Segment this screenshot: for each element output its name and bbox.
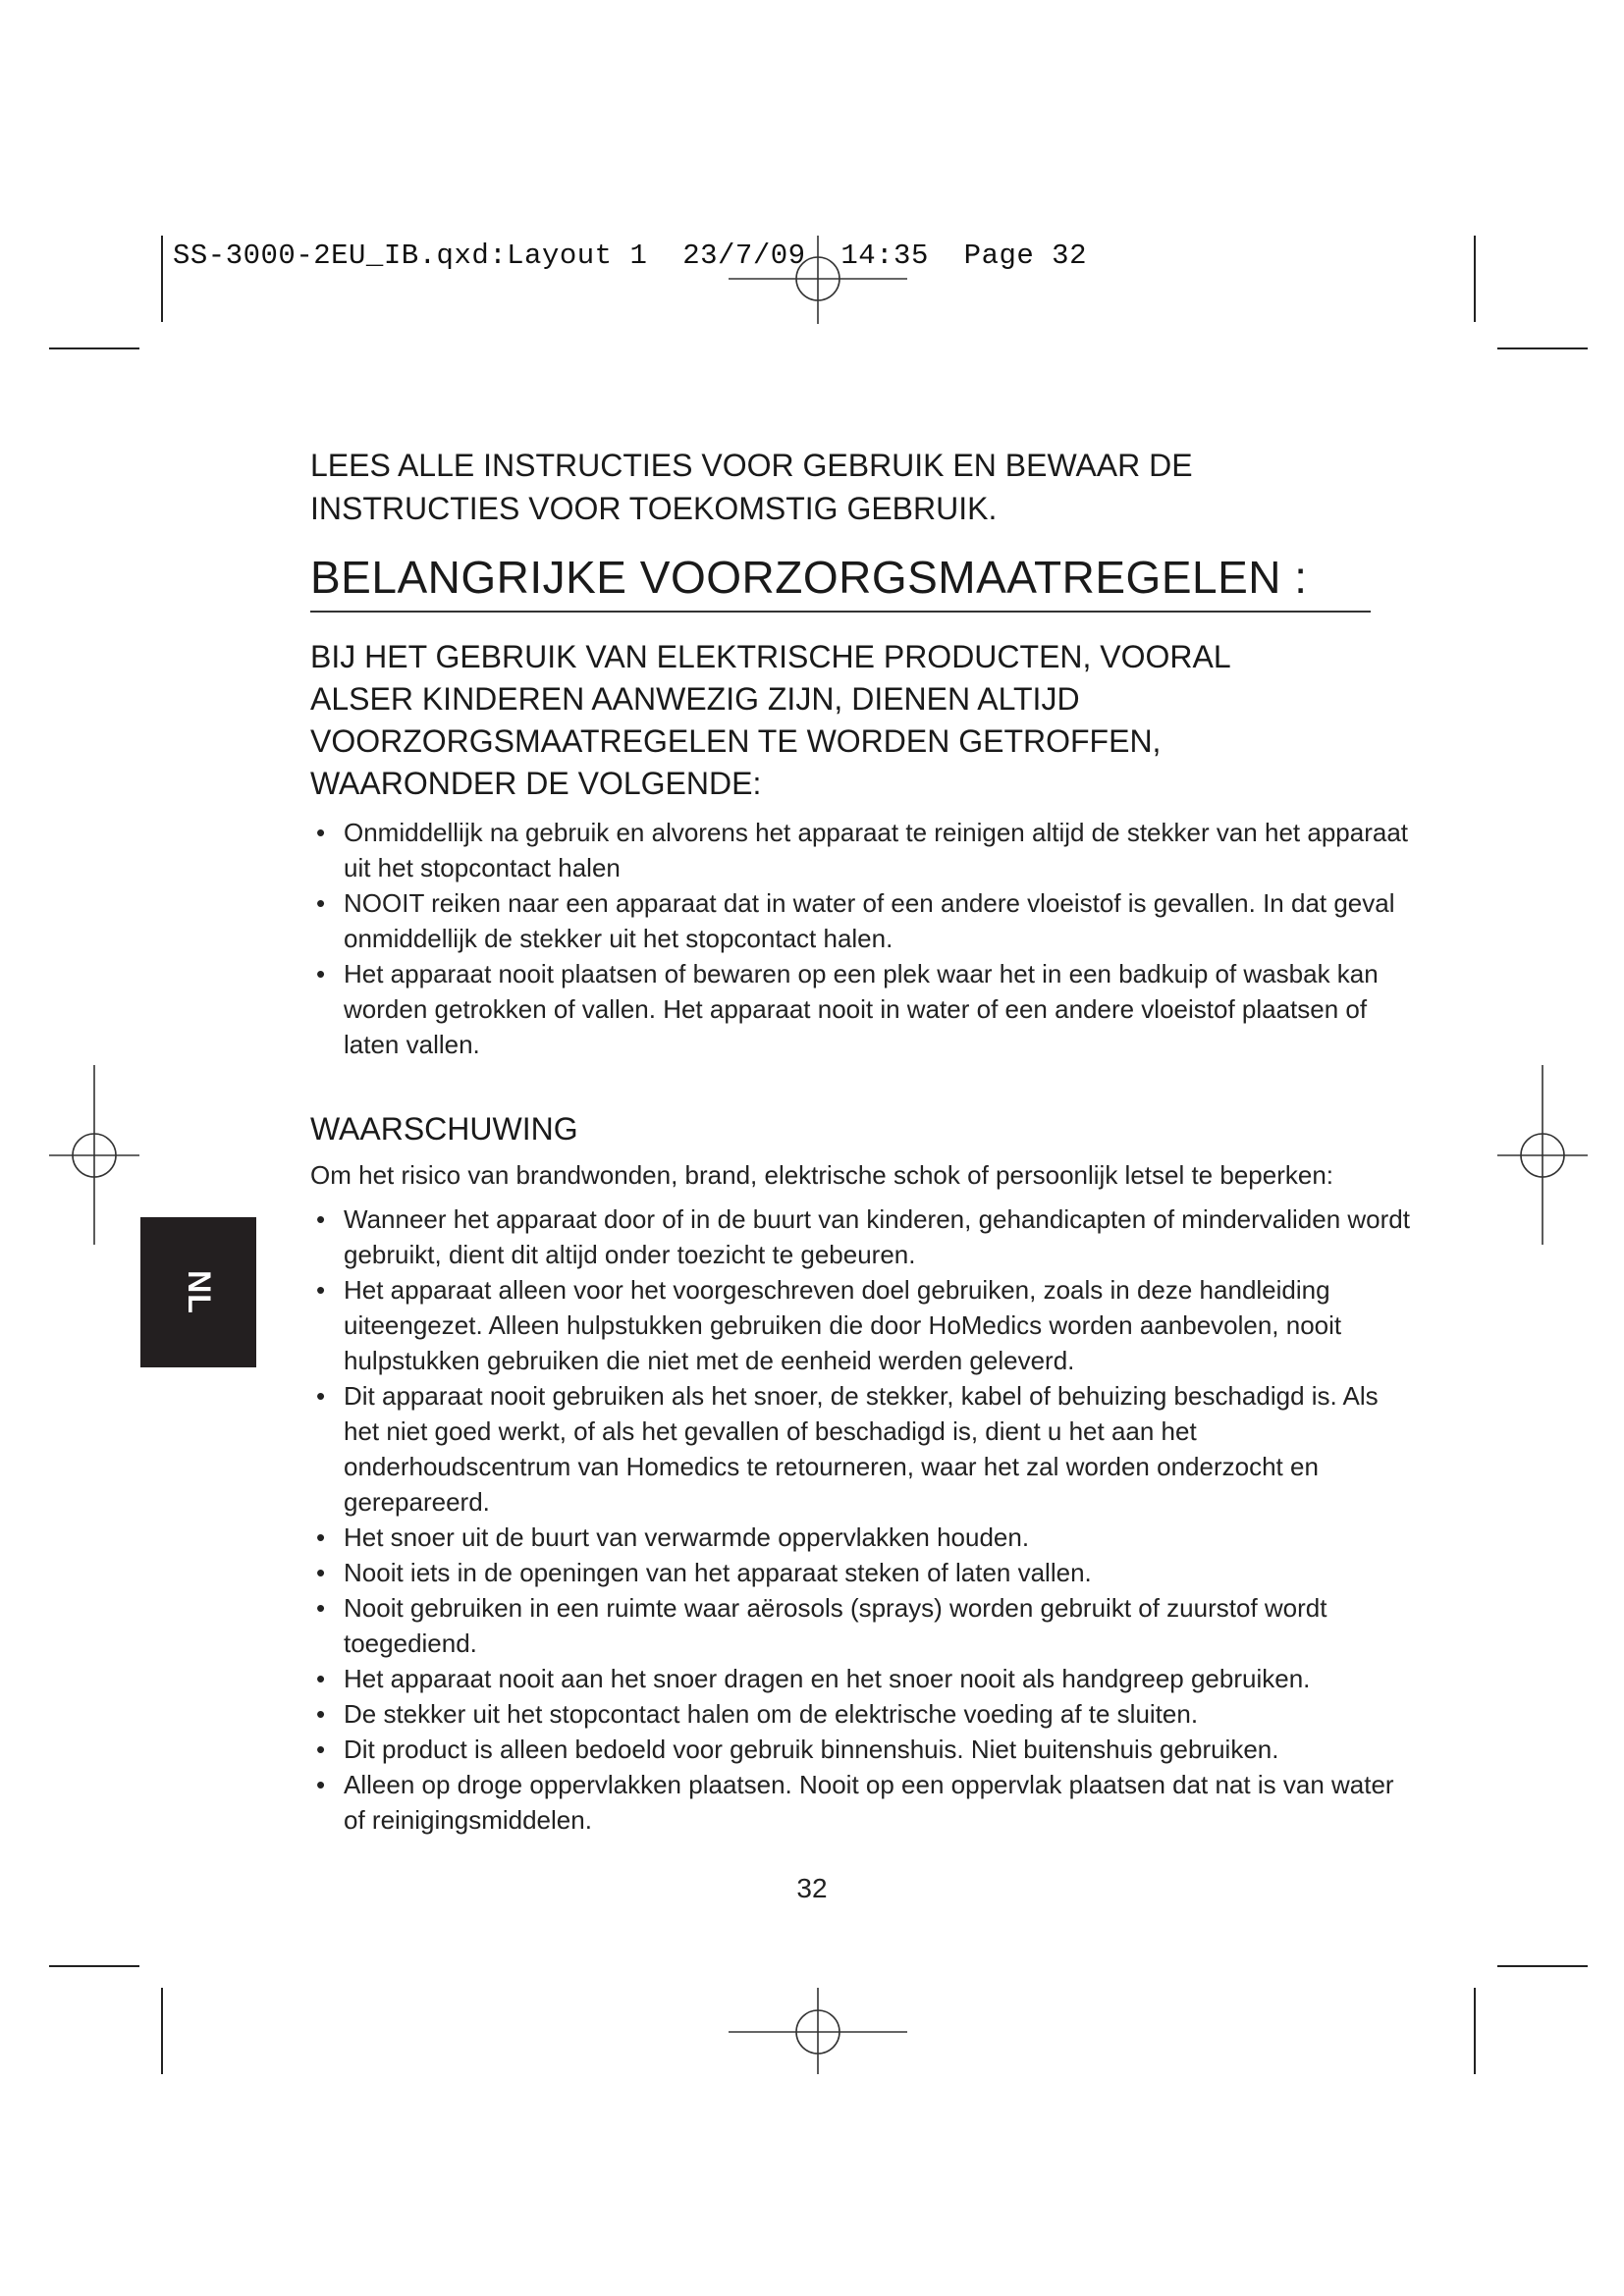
intro-line-1: LEES ALLE INSTRUCTIES VOOR GEBRUIK EN BEWAAR DE xyxy=(310,448,1193,483)
precautions-subheading xyxy=(310,636,1410,805)
precaution-text: Onmiddellijk na gebruik en alvorens het apparaat te reinigen altijd de stekker van het apparaat uit het stopcontact halen xyxy=(344,818,1409,882)
list-item xyxy=(310,1732,1410,1767)
warning-text: Dit apparaat nooit gebruiken als het snoer, de stekker, kabel of behuizing beschadigd is. Als het niet goed werkt, of als het gevallen of beschadigd is, dient u het aan het onderhoudscentrum van Homedics te retourneren, waar het zal worden onderzocht en gerepareerd. xyxy=(344,1381,1379,1517)
subheading-line-1: BIJ HET GEBRUIK VAN ELEKTRISCHE PRODUCTEN, VOORAL xyxy=(310,639,1231,674)
intro-line-2: INSTRUCTIES VOOR TOEKOMSTIG GEBRUIK. xyxy=(310,491,998,526)
bullet-icon: • xyxy=(316,1770,326,1799)
bullet-icon: • xyxy=(316,888,326,918)
warning-text: Nooit gebruiken in een ruimte waar aërosols (sprays) worden gebruikt of zuurstof wordt toegediend. xyxy=(344,1593,1327,1658)
intro-heading xyxy=(310,444,1410,530)
warning-text: Nooit iets in de openingen van het apparaat steken of laten vallen. xyxy=(344,1558,1092,1587)
bullet-icon: • xyxy=(316,1593,326,1623)
bullet-icon: • xyxy=(316,1204,326,1234)
list-item xyxy=(310,815,1410,885)
list-item xyxy=(310,1767,1410,1838)
language-tab xyxy=(140,1217,256,1367)
slug-file: SS-3000-2EU_IB.qxd:Layout 1 xyxy=(173,240,648,272)
list-item xyxy=(310,885,1410,956)
list-item xyxy=(310,1272,1410,1378)
warning-text: Dit product is alleen bedoeld voor gebruik binnenshuis. Niet buitenshuis gebruiken. xyxy=(344,1735,1279,1764)
slug-date: 23/7/09 xyxy=(682,240,806,272)
bullet-icon: • xyxy=(316,1522,326,1552)
list-item xyxy=(310,956,1410,1062)
bullet-icon: • xyxy=(316,818,326,847)
warning-heading: WAARSCHUWING xyxy=(310,1111,578,1147)
list-item xyxy=(310,1520,1410,1555)
bullet-icon: • xyxy=(316,1381,326,1411)
list-item xyxy=(310,1555,1410,1590)
subheading-line-4: WAARONDER DE VOLGENDE: xyxy=(310,766,762,801)
warning-list xyxy=(310,1201,1410,1838)
page-content xyxy=(310,444,1410,1838)
page-number: 32 xyxy=(796,1873,828,1903)
precaution-text: NOOIT reiken naar een apparaat dat in water of een andere vloeistof is gevallen. In dat geval onmiddellijk de stekker uit het stopcontact halen. xyxy=(344,888,1395,953)
bullet-icon: • xyxy=(316,1699,326,1729)
list-item xyxy=(310,1201,1410,1272)
warning-text: De stekker uit het stopcontact halen om de elektrische voeding af te sluiten. xyxy=(344,1699,1199,1729)
list-item xyxy=(310,1696,1410,1732)
bullet-icon: • xyxy=(316,959,326,988)
registration-mark-bottom xyxy=(729,1988,907,2074)
warning-text: Alleen op droge oppervlakken plaatsen. Nooit op een oppervlak plaatsen dat nat is van water of reinigingsmiddelen. xyxy=(344,1770,1394,1835)
warning-intro: Om het risico van brandwonden, brand, elektrische schok of persoonlijk letsel te beperken: xyxy=(310,1160,1334,1190)
language-tab-label: NL xyxy=(181,1270,217,1314)
warning-text: Het apparaat nooit aan het snoer dragen en het snoer nooit als handgreep gebruiken. xyxy=(344,1664,1311,1693)
precautions-list xyxy=(310,815,1410,1062)
bullet-icon: • xyxy=(316,1735,326,1764)
registration-mark-left xyxy=(49,1065,139,1245)
precaution-text: Het apparaat nooit plaatsen of bewaren op een plek waar het in een badkuip of wasbak kan worden getrokken of vallen. Het apparaat nooit in water of een andere vloeistof plaatsen of laten vallen. xyxy=(344,959,1379,1059)
bullet-icon: • xyxy=(316,1558,326,1587)
list-item xyxy=(310,1661,1410,1696)
page-title: BELANGRIJKE VOORZORGSMAATREGELEN : xyxy=(310,548,1371,613)
bullet-icon: • xyxy=(316,1664,326,1693)
warning-text: Het apparaat alleen voor het voorgeschreven doel gebruiken, zoals in deze handleiding uiteengezet. Alleen hulpstukken gebruiken die door HoMedics worden aanbevolen, nooit hulpstukken gebruiken die niet met de eenheid werden geleverd. xyxy=(344,1275,1342,1375)
registration-mark-right xyxy=(1497,1065,1588,1245)
subheading-line-2: ALSER KINDEREN AANWEZIG ZIJN, DIENEN ALTIJD xyxy=(310,681,1080,717)
slug-line xyxy=(173,240,1087,272)
list-item xyxy=(310,1378,1410,1520)
list-item xyxy=(310,1590,1410,1661)
warning-text: Wanneer het apparaat door of in de buurt van kinderen, gehandicapten of mindervaliden wordt gebruikt, dient dit altijd onder toezicht te gebeuren. xyxy=(344,1204,1410,1269)
warning-text: Het snoer uit de buurt van verwarmde oppervlakken houden. xyxy=(344,1522,1030,1552)
subheading-line-3: VOORZORGSMAATREGELEN TE WORDEN GETROFFEN, xyxy=(310,723,1162,759)
slug-time: 14:35 xyxy=(840,240,929,272)
slug-page: Page 32 xyxy=(963,240,1087,272)
bullet-icon: • xyxy=(316,1275,326,1305)
